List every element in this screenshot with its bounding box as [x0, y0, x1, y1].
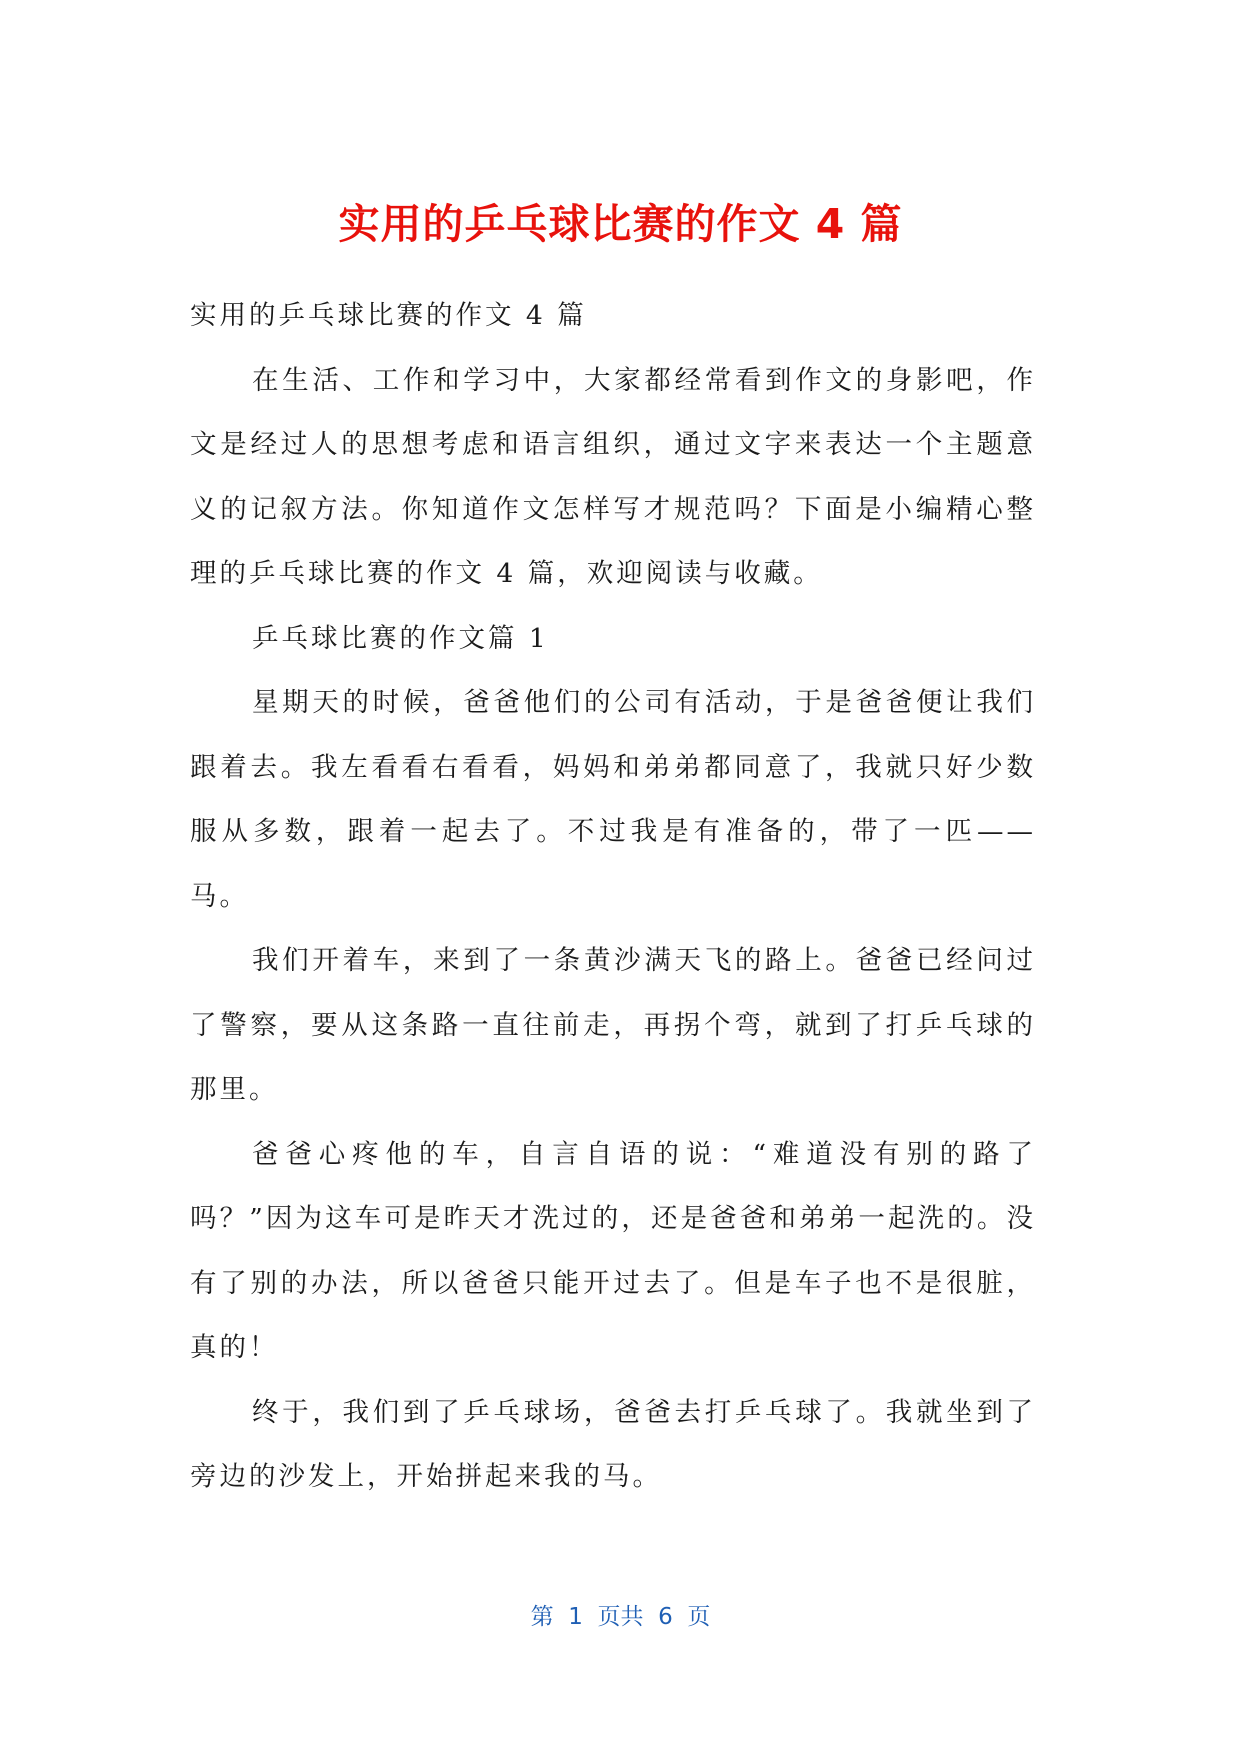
document-title: 实用的乒乓球比赛的作文 4 篇	[338, 200, 903, 248]
body-paragraph: 爸爸心疼他的车，自言自语的说：“难道没有别的路了吗？”因为这车可是昨天才洗过的，还是爸爸和弟弟一起洗的。没有了别的办法，所以爸爸只能开过去了。但是车子也不是很脏，真的！	[190, 1138, 1036, 1363]
body-paragraph: 实用的乒乓球比赛的作文 4 篇	[190, 300, 587, 331]
section-heading: 乒乓球比赛的作文篇 1	[252, 622, 549, 654]
body-paragraph: 我们开着车，来到了一条黄沙满天飞的路上。爸爸已经问过了警察，要从这条路一直往前走，再拐个弯，就到了打乒乓球的那里。	[190, 945, 1036, 1105]
document-body	[190, 284, 1036, 1510]
body-paragraph: 终于，我们到了乒乓球场，爸爸去打乒乓球了。我就坐到了旁边的沙发上，开始拼起来我的马。	[190, 1396, 1036, 1492]
body-paragraph: 星期天的时候，爸爸他们的公司有活动，于是爸爸便让我们跟着去。我左看看右看看，妈妈和弟弟都同意了，我就只好少数服从多数，跟着一起去了。不过我是有准备的，带了一匹——马。	[190, 687, 1036, 912]
page-number-footer: 第 1 页共 6 页	[530, 1604, 711, 1630]
body-paragraph: 在生活、工作和学习中，大家都经常看到作文的身影吧，作文是经过人的思想考虑和语言组织，通过文字来表达一个主题意义的记叙方法。你知道作文怎样写才规范吗？下面是小编精心整理的乒乓球比赛的作文 4 篇，欢迎阅读与收藏。	[190, 364, 1036, 589]
